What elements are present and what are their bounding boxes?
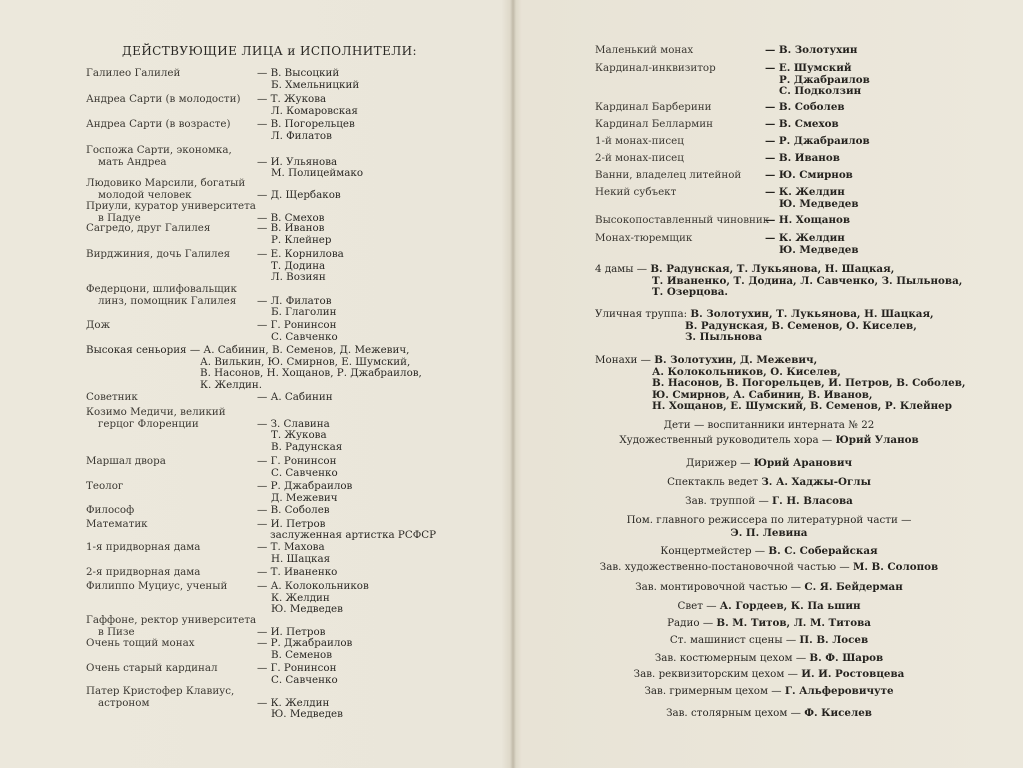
performers	[257, 481, 352, 504]
role-name	[86, 392, 138, 404]
role-name	[86, 638, 195, 650]
performer-name: С. Савченко	[271, 673, 338, 686]
performer-name: — В. Погорельцев	[257, 118, 355, 130]
performers	[765, 119, 839, 131]
performers	[257, 698, 343, 721]
credit-line	[515, 527, 1023, 539]
credit-name: Ф. Киселев	[804, 707, 872, 719]
role-line: Философ	[86, 504, 135, 516]
role-name	[86, 567, 200, 579]
group-line: В. Насонов, В. Погорельцев, И. Петров, В. Соболев,	[652, 377, 966, 390]
performers	[257, 320, 338, 343]
merited-text: заслуженная артистка РСФСР	[270, 529, 437, 541]
role-name	[86, 663, 218, 675]
role-line: в Падуе	[98, 211, 141, 224]
role-line: Очень тощий монах	[86, 637, 195, 649]
group-line: А. Колокольников, О. Киселев,	[652, 365, 841, 378]
performer-name: — В. Высоцкий	[257, 67, 340, 79]
role-name	[86, 581, 227, 593]
credit-line	[515, 561, 1023, 573]
credit-line	[515, 581, 1023, 593]
role-line: Людовико Марсили, богатый	[86, 177, 246, 189]
group-line: Т. Озерцова.	[652, 286, 729, 299]
role-name	[86, 119, 231, 131]
performers	[765, 187, 859, 210]
performer-name: — В. Иванов	[765, 152, 840, 164]
cast-heading: ДЕЙСТВУЮЩИЕ ЛИЦА и ИСПОЛНИТЕЛИ:	[122, 44, 417, 58]
credit-line	[515, 668, 1023, 680]
performers	[257, 68, 359, 91]
performer-name: — Т. Жукова	[257, 93, 327, 105]
credit-line	[515, 476, 1023, 488]
performer-name: — А. Сабинин	[257, 391, 333, 403]
performer-name: Д. Межевич	[271, 491, 338, 504]
left-page	[0, 0, 510, 768]
credit-label: Зав. гримерным цехом —	[644, 685, 785, 697]
performers	[257, 456, 338, 479]
senora-line: В. Насонов, Н. Хощанов, Р. Джабраилов,	[200, 367, 422, 380]
performers	[765, 153, 840, 165]
role-line: Козимо Медичи, великий	[86, 406, 226, 418]
credit-label: Зав. реквизиторским цехом —	[633, 668, 802, 680]
role-name	[86, 407, 226, 430]
role-name	[86, 686, 234, 709]
performer-name: — Ю. Смирнов	[765, 169, 853, 181]
role-name: Высокопоставленный чиновник	[595, 214, 770, 226]
performer-name: Б. Глаголин	[271, 306, 337, 319]
role-name: Маленький монах	[595, 44, 694, 56]
performer-name: Ю. Медведев	[779, 197, 859, 210]
role-name: Кардинал Барберини	[595, 101, 712, 113]
performer-name: — В. Золотухин	[765, 44, 858, 56]
performer-name: — Г. Ронинсон	[257, 319, 337, 331]
credit-line	[515, 652, 1023, 664]
performer-name: В. Семенов	[271, 648, 333, 661]
credit-name: П. В. Лосев	[799, 634, 869, 646]
performer-name: — В. Соболев	[765, 101, 845, 113]
performers	[257, 119, 355, 142]
performers	[257, 581, 369, 616]
role-name	[86, 68, 180, 80]
role-name	[86, 320, 110, 332]
role-line: линз, помощник Галилея	[98, 294, 237, 307]
credit-line	[515, 457, 1023, 469]
performers	[765, 63, 870, 98]
credit-label: Свет —	[677, 600, 720, 612]
senora-line: К. Желдин.	[200, 378, 263, 391]
right-page	[515, 0, 1023, 768]
performer-name: С. Савченко	[271, 466, 338, 479]
role-line: Филиппо Муциус, ученый	[86, 580, 228, 592]
credit-label: Ст. машинист сцены —	[669, 634, 800, 646]
performer-name: — Р. Джабраилов	[765, 135, 870, 147]
performer-name: Л. Филатов	[271, 129, 332, 142]
role-name	[86, 456, 166, 468]
performers	[257, 663, 338, 686]
performers	[257, 542, 330, 565]
performers	[257, 94, 358, 117]
role-line: Галилео Галилей	[86, 67, 181, 79]
performers	[765, 45, 857, 57]
credit-name: М. В. Солопов	[852, 561, 939, 573]
group-entry	[595, 309, 934, 344]
role-line: Приули, куратор университета	[86, 200, 256, 212]
credit-line	[515, 685, 1023, 697]
role-name	[86, 615, 256, 638]
performers	[257, 190, 341, 202]
group-line: В. Радунская, В. Семенов, О. Киселев,	[685, 319, 917, 332]
group-entry	[595, 264, 962, 299]
credit-name: С. Я. Бейдерман	[804, 581, 903, 593]
performer-name: С. Савченко	[271, 330, 338, 343]
performers	[257, 392, 333, 404]
performer-name: — Д. Щербаков	[257, 188, 341, 201]
performer-name: Ю. Медведев	[779, 243, 859, 256]
role-line: Андреа Сарти (в молодости)	[86, 93, 241, 105]
credit-name: З. А. Хаджы-Оглы	[761, 476, 871, 488]
performers	[257, 505, 330, 517]
performer-name: — Е. Шумский	[765, 62, 852, 74]
performer-name: — В. Смехов	[257, 211, 325, 224]
performers	[765, 102, 845, 114]
senora-entry	[86, 345, 422, 391]
role-line: Теолог	[86, 480, 124, 492]
performer-name: — Н. Хощанов	[765, 214, 851, 226]
group-line: З. Пыльнова	[685, 331, 763, 344]
credit-label: Зав. художественно-постановочной частью —	[599, 561, 853, 573]
credit-label: Зав. труппой —	[685, 495, 773, 507]
role-name: 2-й монах-писец	[595, 152, 684, 164]
performers	[257, 567, 337, 579]
performer-name: — И. Ульянова	[257, 155, 338, 168]
performer-name: — В. Смехов	[765, 118, 839, 130]
credit-name: Юрий Аранович	[753, 457, 852, 469]
credit-name: И. И. Ростовцева	[801, 668, 905, 680]
performers	[257, 419, 342, 454]
group-label: Уличная труппа:	[595, 308, 691, 320]
performer-name: — Т. Махова	[257, 541, 325, 553]
group-names: В. Радунская, Т. Лукьянова, Н. Шацкая,	[650, 263, 895, 275]
merited-note	[270, 530, 436, 542]
group-names: В. Золотухин, Д. Межевич,	[654, 354, 818, 366]
performer-name: Ю. Медведев	[271, 603, 343, 616]
role-name	[86, 201, 256, 224]
role-line: мать Андреа	[98, 155, 167, 168]
credit-name: Э. П. Левина	[730, 527, 808, 539]
credit-label: Концертмейстер —	[660, 545, 769, 557]
credit-name: Юрий Уланов	[835, 434, 919, 446]
performers	[765, 170, 853, 182]
performer-name: С. Подколзин	[779, 85, 862, 98]
role-line: в Пизе	[98, 625, 135, 638]
role-line: Госпожа Сарти, экономка,	[86, 144, 232, 156]
performers	[765, 233, 859, 256]
group-line: Н. Хощанов, Е. Шумский, В. Семенов, Р. Клейнер	[652, 400, 952, 413]
role-name	[86, 249, 230, 261]
credit-line	[515, 617, 1023, 629]
senora-line: А. Вилькин, Ю. Смирнов, Е. Шумский,	[200, 355, 411, 368]
performer-name: Б. Хмельницкий	[271, 78, 360, 91]
role-line: молодой человек	[98, 188, 192, 201]
performers	[765, 136, 870, 148]
credit-line	[515, 707, 1023, 719]
performer-name: Н. Шацкая	[271, 552, 331, 565]
credit-line	[515, 495, 1023, 507]
performer-name: М. Полицеймако	[271, 167, 364, 180]
credit-label: Зав. столярным цехом —	[666, 707, 805, 719]
credit-name: В. Ф. Шаров	[809, 652, 884, 664]
performer-name: — Л. Филатов	[257, 294, 332, 307]
performer-name: Т. Жукова	[271, 429, 327, 442]
performer-name: — Р. Джабраилов	[257, 637, 353, 649]
performer-name: Р. Джабраилов	[779, 73, 870, 86]
role-name	[86, 223, 210, 235]
credit-line	[515, 514, 1023, 526]
group-line	[595, 355, 965, 367]
performer-name: — В. Соболев	[257, 504, 330, 516]
credit-label: Спектакль ведет	[667, 476, 762, 488]
performer-name: — З. Славина	[257, 417, 330, 430]
performer-name: — И. Петров	[257, 625, 326, 638]
role-name	[86, 284, 237, 307]
performer-name: — Г. Ронинсон	[257, 662, 337, 674]
performer-name: — К. Желдин	[765, 232, 845, 244]
role-line: Патер Кристофер Клавиус,	[86, 685, 235, 697]
performer-name: Л. Комаровская	[271, 104, 358, 117]
performer-name: В. Радунская	[271, 440, 343, 453]
performer-name: К. Желдин	[271, 591, 330, 604]
credit-name: Г. Н. Власова	[772, 495, 853, 507]
credit-line	[515, 419, 1023, 431]
credit-label: Художественный руководитель хора —	[619, 434, 836, 446]
role-name: Монах-тюремщик	[595, 232, 693, 244]
role-line: астроном	[98, 696, 150, 709]
credit-line	[515, 634, 1023, 646]
performer-name: — К. Желдин	[257, 696, 330, 709]
role-line: Очень старый кардинал	[86, 662, 218, 674]
role-line: Математик	[86, 518, 148, 530]
group-line	[595, 264, 962, 276]
performer-name: — Е. Корнилова	[257, 248, 344, 260]
role-line: герцог Флоренции	[98, 417, 199, 430]
role-line: Советник	[86, 391, 138, 403]
group-entry	[595, 355, 965, 413]
role-name	[86, 505, 134, 517]
role-line: Дож	[86, 319, 111, 331]
credit-label: Зав. костюмерным цехом —	[654, 652, 810, 664]
role-line: Федерцони, шлифовальщик	[86, 283, 237, 295]
performer-name: — Р. Джабраилов	[257, 480, 353, 492]
performer-name: Л. Возиян	[271, 271, 326, 284]
senora-first-line: Высокая сеньория — А. Сабинин, В. Семенов, Д. Межевич,	[86, 344, 410, 356]
credit-line	[515, 600, 1023, 612]
group-line	[595, 309, 934, 321]
credit-line	[515, 545, 1023, 557]
group-line: Ю. Смирнов, А. Сабинин, В. Иванов,	[652, 388, 873, 401]
role-name: 1-й монах-писец	[595, 135, 684, 147]
role-line: Андреа Сарти (в возрасте)	[86, 118, 231, 130]
performers	[257, 296, 336, 319]
role-name	[86, 145, 232, 168]
credit-name: В. М. Титов, Л. М. Титова	[716, 617, 871, 629]
role-line: Гаффоне, ректор университета	[86, 614, 257, 626]
performer-name: — Г. Ронинсон	[257, 455, 337, 467]
credit-label: Радио —	[667, 617, 717, 629]
performer-name: — А. Колокольников	[257, 580, 369, 592]
role-line: Вирджиния, дочь Галилея	[86, 248, 231, 260]
credit-name: В. С. Соберайская	[768, 545, 878, 557]
performer-name: — Т. Иваненко	[257, 566, 338, 578]
credit-line	[515, 434, 1023, 446]
performer-name: — В. Иванов	[257, 222, 325, 234]
performer-name: — К. Желдин	[765, 186, 845, 198]
performers	[765, 215, 850, 227]
credit-name: Г. Альферовичуте	[784, 685, 894, 697]
performer-name: Т. Додина	[271, 259, 326, 272]
role-line: Маршал двора	[86, 455, 166, 467]
performers	[257, 638, 352, 661]
role-name: Некий субъект	[595, 186, 677, 198]
role-name	[86, 94, 240, 106]
group-label: 4 дамы —	[595, 263, 651, 275]
group-names: В. Золотухин, Т. Лукьянова, Н. Шацкая,	[690, 308, 934, 320]
role-name	[86, 519, 148, 531]
role-name: Кардинал-инквизитор	[595, 62, 716, 74]
credit-label: Пом. главного режиссера по литературной части —	[626, 514, 912, 526]
senora-lines	[200, 357, 422, 392]
role-name: Ванни, владелец литейной	[595, 169, 742, 181]
performers	[257, 157, 363, 180]
credit-label: Дети — воспитанники интерната № 22	[663, 419, 875, 431]
role-line: 1-я придворная дама	[86, 541, 201, 553]
performer-name: Р. Клейнер	[271, 233, 332, 246]
role-line: Сагредо, друг Галилея	[86, 222, 211, 234]
role-line: 2-я придворная дама	[86, 566, 201, 578]
role-name	[86, 481, 123, 493]
performer-name: Ю. Медведев	[271, 708, 343, 721]
performers	[257, 249, 344, 284]
credit-label: Зав. монтировочной частью —	[635, 581, 805, 593]
role-name: Кардинал Беллармин	[595, 118, 713, 130]
credit-label: Дирижер —	[685, 457, 754, 469]
role-name	[86, 178, 245, 201]
role-name	[86, 542, 200, 554]
performer-name: — И. Петров	[257, 518, 326, 530]
performers	[257, 223, 332, 246]
group-label: Монахи —	[595, 354, 655, 366]
credit-name: А. Гордеев, К. Па ьшин	[719, 600, 861, 612]
group-line: Т. Иваненко, Т. Додина, Л. Савченко, З. Пыльнова,	[652, 274, 963, 287]
